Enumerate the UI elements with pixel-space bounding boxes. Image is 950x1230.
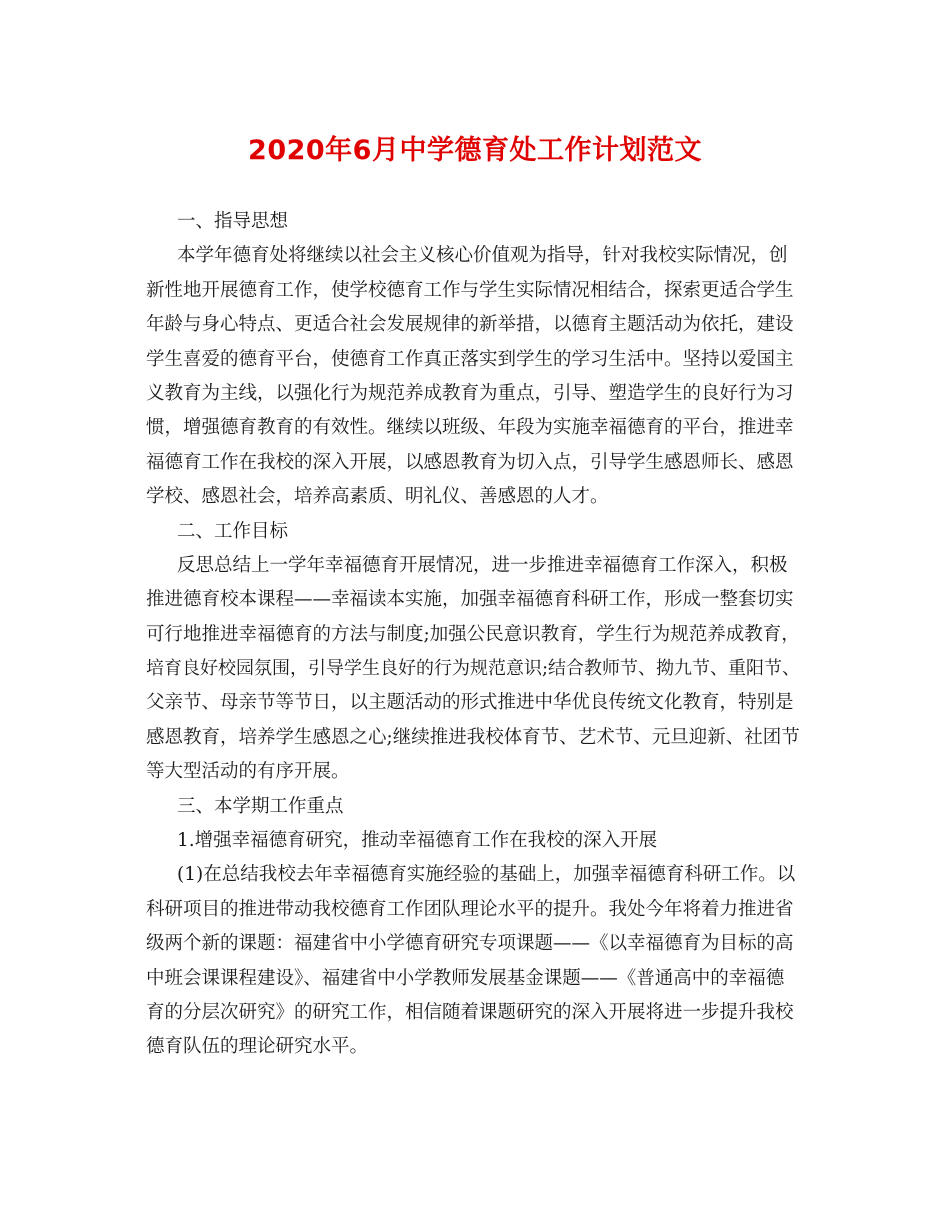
text-line: 义教育为主线，以强化行为规范养成教育为重点，引导、塑造学生的良好行为习 [146, 382, 794, 404]
text-line: 学生喜爱的德育平台，使德育工作真正落实到学生的学习生活中。坚持以爱国主 [146, 348, 794, 370]
text-line: 父亲节、母亲节等节日，以主题活动的形式推进中华优良传统文化教育，特别是 [146, 692, 794, 714]
text-line: 1.增强幸福德育研究，推动幸福德育工作在我校的深入开展 [177, 830, 658, 852]
text-line: 中班会课课程建设》、福建省中小学教师发展基金课题——《普通高中的幸福德 [146, 967, 785, 989]
text-line: 学校、感恩社会，培养高素质、明礼仪、善感恩的人才。 [146, 486, 609, 508]
text-line: 本学年德育处将继续以社会主义核心价值观为指导，针对我校实际情况，创 [177, 245, 788, 267]
text-line: 可行地推进幸福德育的方法与制度;加强公民意识教育，学生行为规范养成教育， [146, 623, 800, 645]
document-body [146, 205, 806, 1065]
text-line: 反思总结上一学年幸福德育开展情况，进一步推进幸福德育工作深入，积极 [177, 554, 788, 576]
text-line: 一、指导思想 [177, 211, 289, 232]
document-title: 2020年6月中学德育处工作计划范文 [248, 135, 702, 166]
text-line: 级两个新的课题：福建省中小学德育研究专项课题——《以幸福德育为目标的高 [146, 933, 794, 955]
text-line: 培育良好校园氛围，引导学生良好的行为规范意识;结合教师节、拗九节、重阳节、 [146, 658, 801, 680]
text-line: (1)在总结我校去年幸福德育实施经验的基础上，加强幸福德育科研工作。以 [177, 864, 796, 886]
text-line: 德育队伍的理论研究水平。 [146, 1036, 369, 1058]
text-line: 感恩教育，培养学生感恩之心;继续推进我校体育节、艺术节、元旦迎新、社团节 [146, 726, 800, 748]
text-line: 二、工作目标 [177, 520, 289, 542]
text-line: 等大型活动的有序开展。 [146, 761, 350, 783]
text-line: 年龄与身心特点、更适合社会发展规律的新举措，以德育主题活动为依托，建设 [146, 314, 794, 336]
text-line: 福德育工作在我校的深入开展，以感恩教育为切入点，引导学生感恩师长、感恩 [146, 451, 794, 473]
text-line: 科研项目的推进带动我校德育工作团队理论水平的提升。我处今年将着力推进省 [146, 898, 794, 920]
text-line: 育的分层次研究》的研究工作，相信随着课题研究的深入开展将进一步提升我校 [146, 1001, 794, 1023]
text-line: 推进德育校本课程——幸福读本实施，加强幸福德育科研工作，形成一整套切实 [146, 589, 794, 611]
text-line: 三、本学期工作重点 [177, 795, 344, 817]
text-line: 新性地开展德育工作，使学校德育工作与学生实际情况相结合，探索更适合学生 [146, 279, 794, 301]
text-line: 惯，增强德育教育的有效性。继续以班级、年段为实施幸福德育的平台，推进幸 [146, 417, 794, 439]
